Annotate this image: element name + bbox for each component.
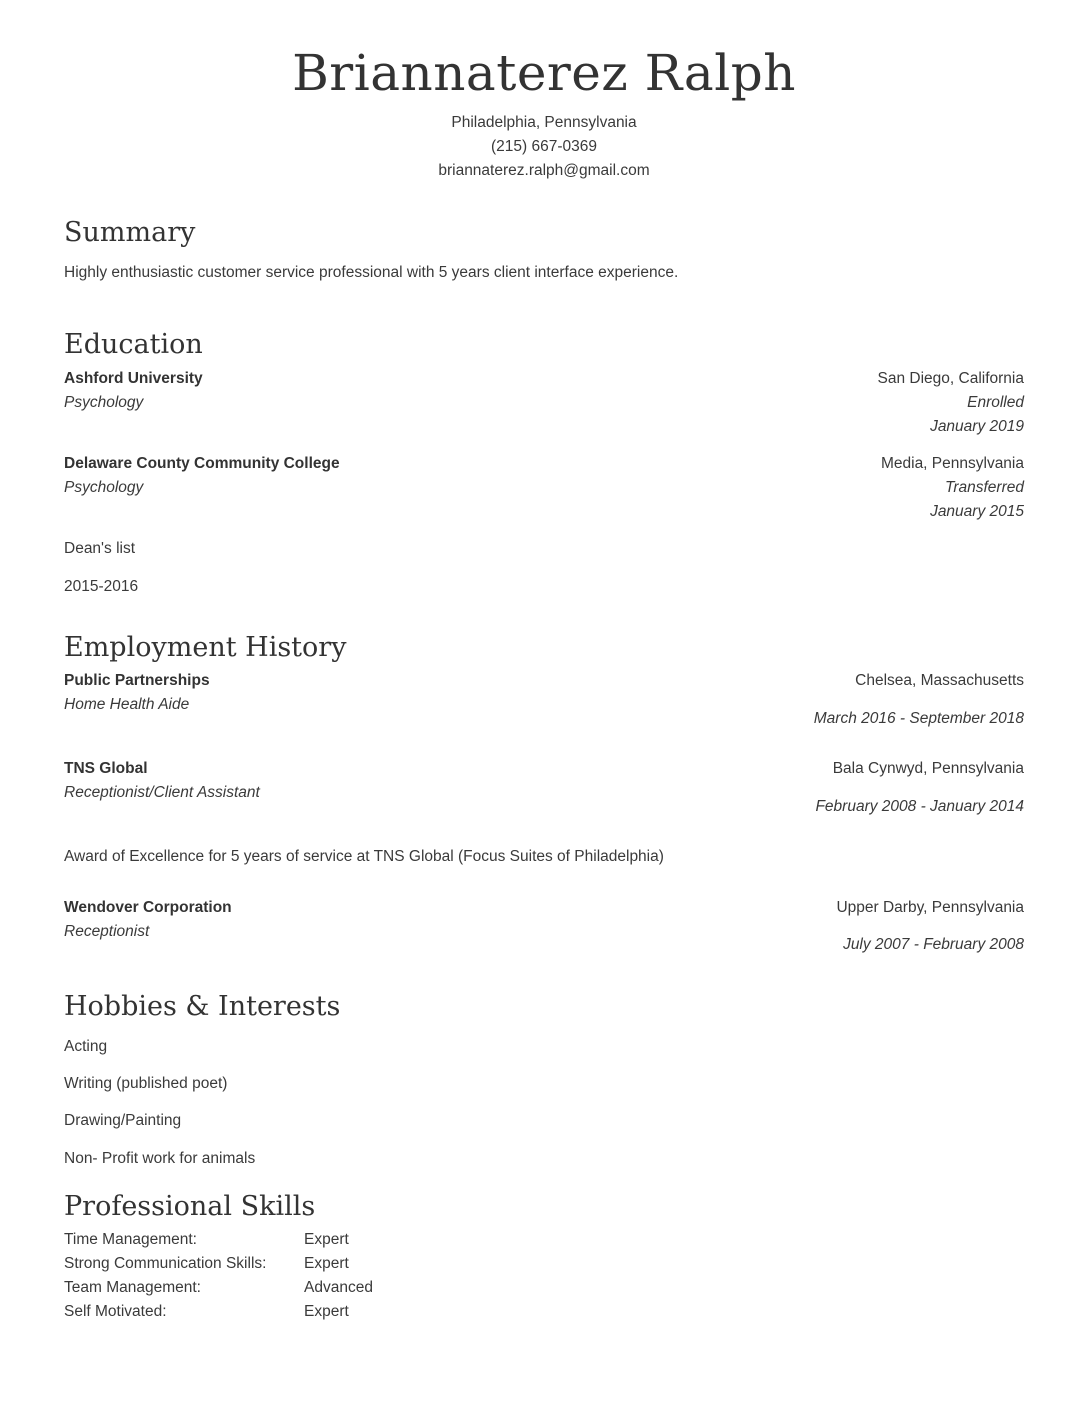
skill-level: Expert — [304, 1231, 349, 1248]
candidate-name: Briannaterez Ralph — [292, 44, 796, 102]
contact-location: Philadelphia, Pennsylvania — [451, 114, 637, 131]
section-title-education: Education — [64, 329, 203, 360]
hobby-item: Acting — [64, 1038, 108, 1055]
employment-role: Home Health Aide — [64, 696, 190, 713]
section-title-hobbies: Hobbies & Interests — [64, 991, 341, 1022]
employment-dates: July 2007 - February 2008 — [843, 936, 1024, 953]
hobby-item: Writing (published poet) — [64, 1075, 228, 1092]
hobby-item: Non- Profit work for animals — [64, 1150, 256, 1167]
section-title-summary: Summary — [64, 217, 196, 248]
contact-email: briannaterez.ralph@gmail.com — [438, 162, 650, 179]
employment-location: Bala Cynwyd, Pennsylvania — [832, 760, 1024, 777]
education-location: San Diego, California — [877, 370, 1024, 387]
employment-role: Receptionist — [64, 923, 150, 940]
skill-name: Self Motivated: — [64, 1303, 167, 1320]
employment-location: Chelsea, Massachusetts — [855, 672, 1024, 689]
skill-level: Advanced — [304, 1279, 373, 1296]
skill-name: Team Management: — [64, 1279, 201, 1296]
section-title-employment: Employment History — [64, 632, 347, 663]
education-field: Psychology — [64, 394, 144, 411]
employment-company: Wendover Corporation — [64, 899, 232, 916]
contact-phone: (215) 667-0369 — [491, 138, 597, 155]
employment-location: Upper Darby, Pennsylvania — [836, 899, 1024, 916]
skill-name: Time Management: — [64, 1231, 197, 1248]
hobby-item: Drawing/Painting — [64, 1112, 182, 1129]
education-school: Delaware County Community College — [64, 455, 340, 472]
education-date: January 2015 — [930, 503, 1024, 520]
employment-dates: February 2008 - January 2014 — [815, 798, 1024, 815]
skill-level: Expert — [304, 1255, 349, 1272]
education-date: January 2019 — [930, 418, 1024, 435]
employment-dates: March 2016 - September 2018 — [813, 710, 1024, 727]
employment-company: TNS Global — [64, 760, 148, 777]
education-school: Ashford University — [64, 370, 203, 387]
education-note: Dean's list — [64, 540, 136, 557]
summary-text: Highly enthusiastic customer service professional with 5 years client interface experience. — [64, 264, 679, 281]
education-location: Media, Pennsylvania — [880, 455, 1024, 472]
section-title-skills: Professional Skills — [64, 1191, 316, 1222]
skill-name: Strong Communication Skills: — [64, 1255, 267, 1272]
education-status: Transferred — [945, 479, 1024, 496]
education-field: Psychology — [64, 479, 144, 496]
education-status: Enrolled — [967, 394, 1024, 411]
skill-level: Expert — [304, 1303, 349, 1320]
employment-company: Public Partnerships — [64, 672, 210, 689]
employment-note: Award of Excellence for 5 years of service at TNS Global (Focus Suites of Philadelphia) — [64, 848, 664, 865]
education-note: 2015-2016 — [64, 578, 139, 595]
employment-role: Receptionist/Client Assistant — [64, 784, 260, 801]
